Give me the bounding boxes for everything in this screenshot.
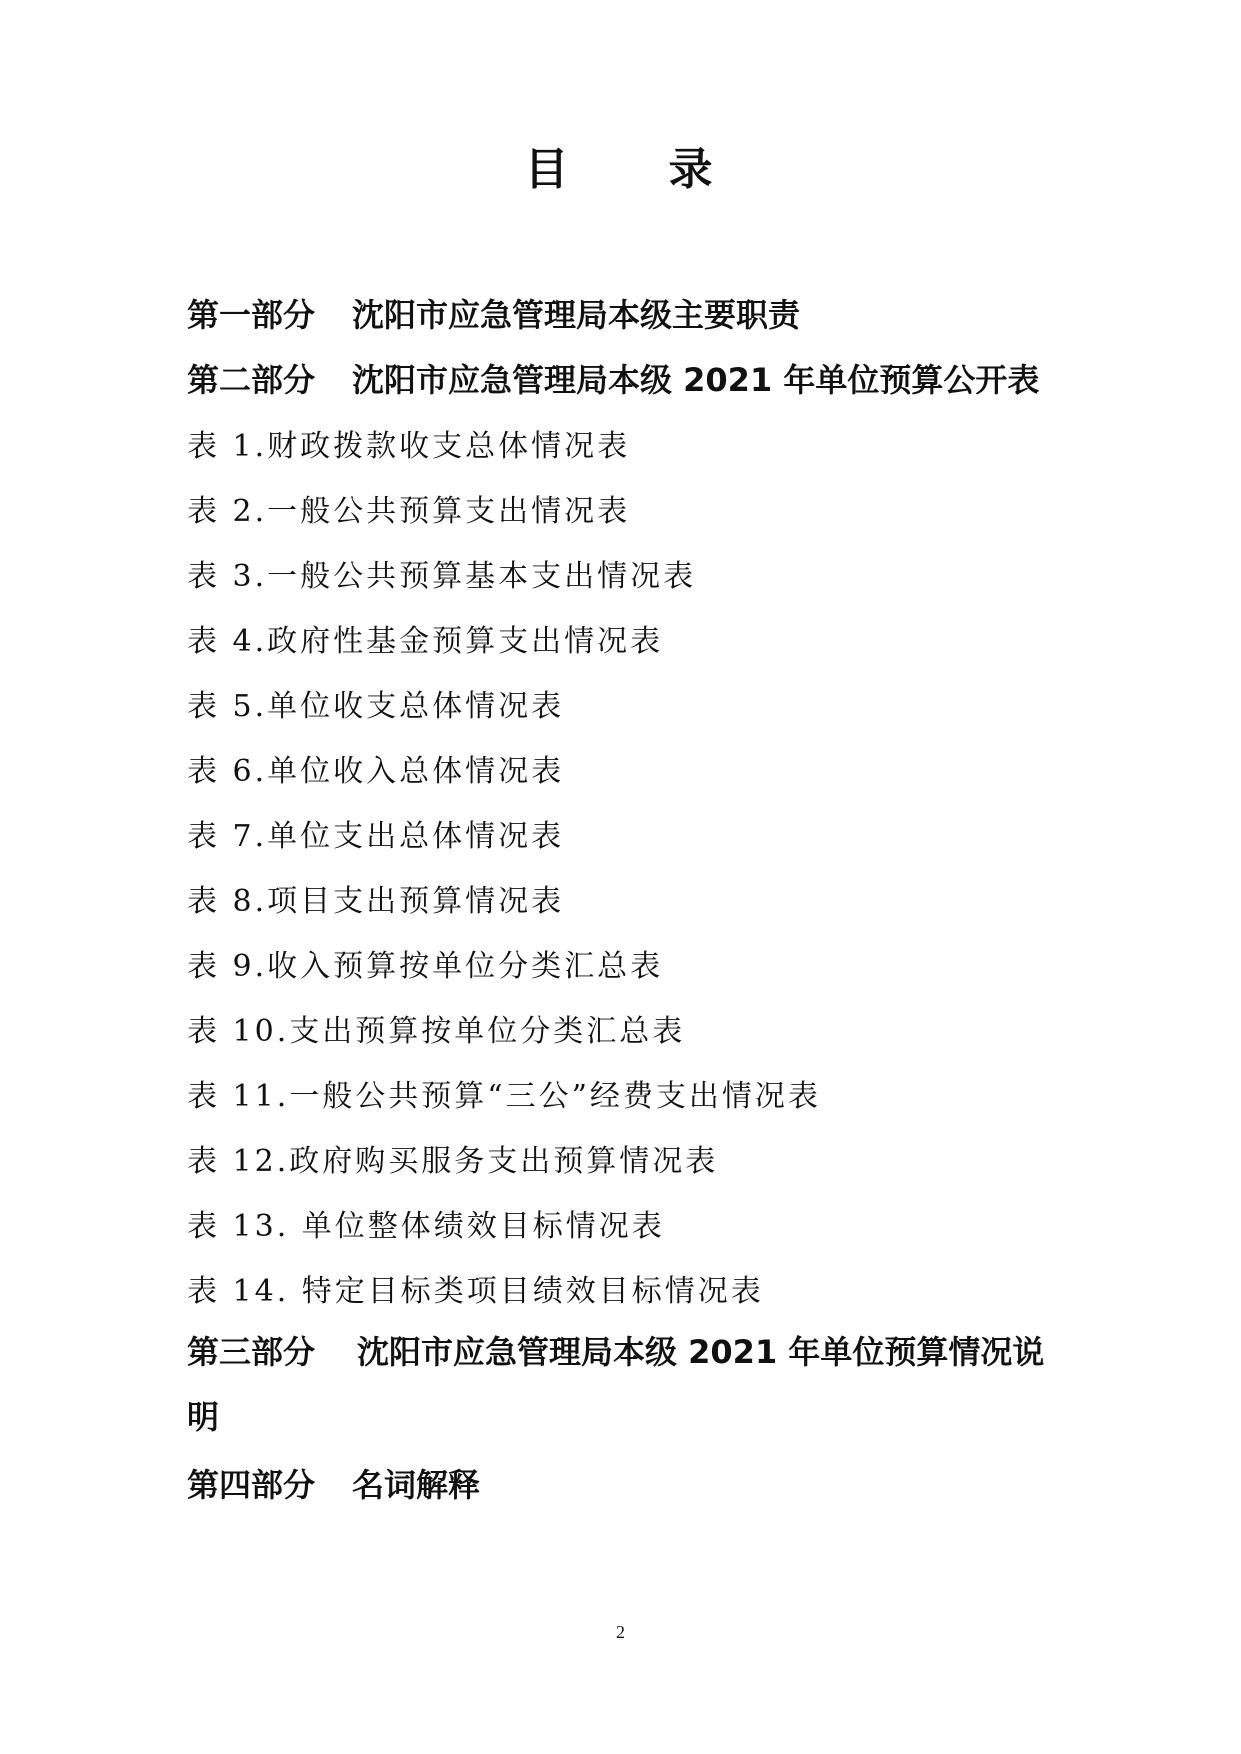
toc-table-5[interactable]: 表 5.单位收支总体情况表 xyxy=(187,688,565,724)
page-title: 目 录 xyxy=(524,144,717,195)
toc-part-title: 名词解释 xyxy=(352,1465,481,1504)
toc-table-10[interactable]: 表 10.支出预算按单位分类汇总表 xyxy=(187,1013,686,1049)
toc-part-label: 第四部分 xyxy=(187,1465,316,1504)
toc-table-6[interactable]: 表 6.单位收入总体情况表 xyxy=(187,753,565,789)
toc-table-7[interactable]: 表 7.单位支出总体情况表 xyxy=(187,818,565,854)
toc-table-12[interactable]: 表 12.政府购买服务支出预算情况表 xyxy=(187,1143,719,1179)
toc-part-4[interactable] xyxy=(187,1450,1067,1515)
toc-table-3[interactable]: 表 3.一般公共预算基本支出情况表 xyxy=(187,558,697,594)
table-of-contents xyxy=(187,280,1067,1515)
toc-part-title: 沈阳市应急管理局本级 2021 年单位预算情况说明 xyxy=(187,1333,1045,1436)
toc-part-1[interactable] xyxy=(187,280,1067,345)
toc-part-label: 第三部分 xyxy=(187,1333,316,1371)
page-number: 2 xyxy=(616,1622,625,1642)
toc-table-9[interactable]: 表 9.收入预算按单位分类汇总表 xyxy=(187,948,664,984)
toc-table-14[interactable]: 表 14. 特定目标类项目绩效目标情况表 xyxy=(187,1273,764,1309)
toc-table-1[interactable]: 表 1.财政拨款收支总体情况表 xyxy=(187,428,631,464)
toc-part-label: 第一部分 xyxy=(187,295,316,334)
toc-table-8[interactable]: 表 8.项目支出预算情况表 xyxy=(187,883,565,919)
toc-part-title: 沈阳市应急管理局本级 2021 年单位预算公开表 xyxy=(352,360,1040,399)
toc-table-4[interactable]: 表 4.政府性基金预算支出情况表 xyxy=(187,623,664,659)
toc-part-3[interactable] xyxy=(187,1320,1067,1450)
toc-table-2[interactable]: 表 2.一般公共预算支出情况表 xyxy=(187,493,631,529)
toc-part-2[interactable] xyxy=(187,345,1067,410)
toc-part-label: 第二部分 xyxy=(187,360,316,399)
toc-table-13[interactable]: 表 13. 单位整体绩效目标情况表 xyxy=(187,1208,665,1244)
toc-part-title: 沈阳市应急管理局本级主要职责 xyxy=(352,295,801,334)
toc-table-11[interactable]: 表 11.一般公共预算“三公”经费支出情况表 xyxy=(187,1078,821,1114)
